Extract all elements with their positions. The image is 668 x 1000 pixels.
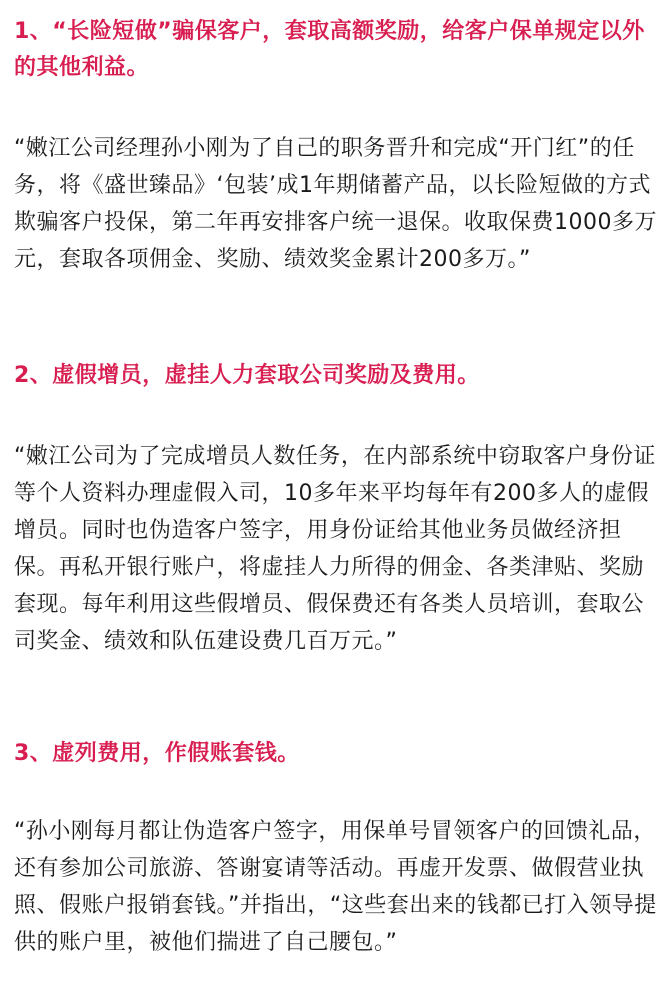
section-3-paragraph: “孙小刚每月都让伪造客户签字，用保单号冒领客户的回馈礼品，还有参加公司旅游、答谢宴请等活动。再虚开发票、做假营业执照、假账户报销套钱。”并指出，“这些套出来的钱都已打入领导提供的账户里，被他们揣进了自己腰包。” [14,819,657,955]
section-1-paragraph: “嫩江公司经理孙小刚为了自己的职务晋升和完成“开门红”的任务，将《盛世臻品》‘包装’成1年期储蓄产品，以长险短做的方式欺骗客户投保，第二年再安排客户统一退保。收取保费1000多万元，套取各项佣金、奖励、绩效奖金累计200多万。” [14,136,657,272]
section-3-heading: 3、虚列费用，作假账套钱。 [14,741,300,766]
section-1-heading: 1、“长险短做”骗保客户，套取高额奖励，给客户保单规定以外的其他利益。 [14,19,645,80]
section-2-heading: 2、虚假增员，虚挂人力套取公司奖励及费用。 [14,363,480,388]
section-2-paragraph: “嫩江公司为了完成增员人数任务，在内部系统中窃取客户身份证等个人资料办理虚假入司，10多年来平均每年有200多人的虚假增员。同时也伪造客户签字，用身份证给其他业务员做经济担保。再私开银行账户，将虚挂人力所得的佣金、各类津贴、奖励套现。每年利用这些假增员、假保费还有各类人员培训，套取公司奖金、绩效和队伍建设费几百万元。” [14,444,656,654]
